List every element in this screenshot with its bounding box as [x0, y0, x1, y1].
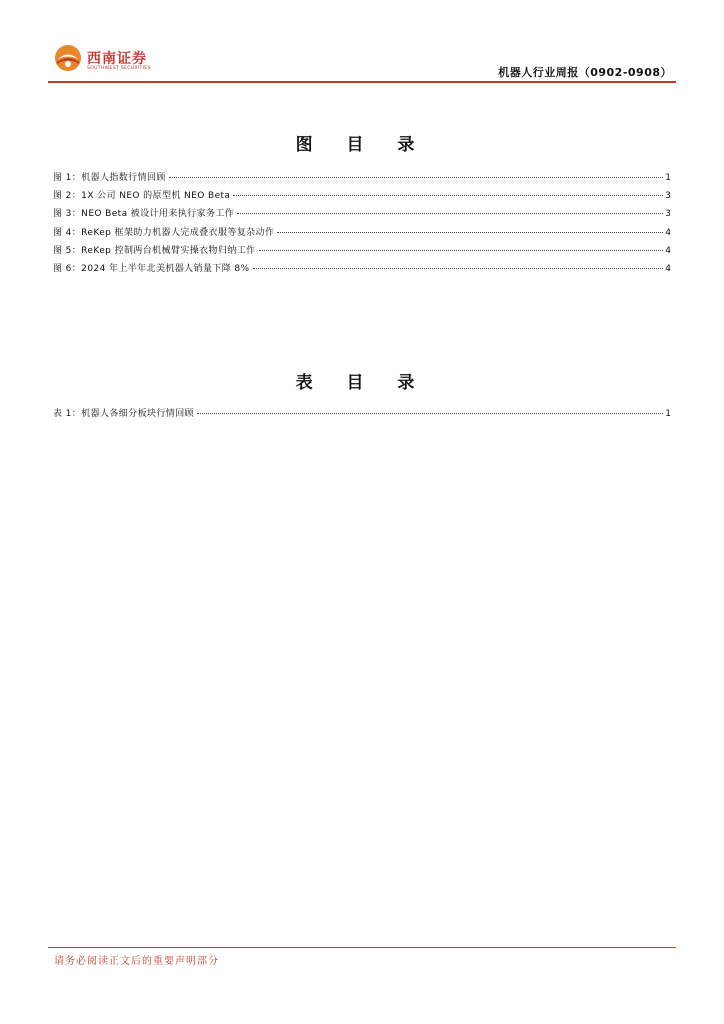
- toc-leader-dots: [233, 195, 663, 196]
- toc-entry-figure-3[interactable]: [53, 206, 671, 224]
- toc-entry-figure-6[interactable]: [53, 261, 671, 279]
- toc-leader-dots: [237, 213, 663, 214]
- toc-leader-dots: [277, 232, 663, 233]
- toc-entry-page: 1: [665, 409, 671, 419]
- toc-entry-table-1[interactable]: [53, 406, 671, 424]
- toc-entry-label: 表 1：机器人各细分板块行情回顾: [53, 409, 194, 419]
- toc-entry-page: 4: [665, 263, 671, 274]
- toc-entry-label: 图 2：1X 公司 NEO 的原型机 NEO Beta: [53, 191, 231, 202]
- tables-toc-title: 表 目 录: [295, 373, 429, 393]
- toc-entry-label: 图 3：NEO Beta 被设计用来执行家务工作: [53, 209, 235, 220]
- logo-text-en: SOUTHWEST SECURITIES: [87, 66, 151, 71]
- tables-toc-list: [53, 406, 671, 424]
- toc-leader-dots: [197, 413, 663, 414]
- toc-entry-page: 4: [665, 227, 671, 238]
- header-divider: [48, 81, 676, 83]
- toc-entry-label: 图 4：ReKep 框架助力机器人完成叠衣服等复杂动作: [53, 227, 275, 238]
- toc-entry-label: 图 1：机器人指数行情回顾: [53, 173, 166, 183]
- toc-entry-figure-1[interactable]: [53, 170, 671, 188]
- footer-divider: [48, 947, 676, 948]
- footer-disclaimer: 请务必阅读正文后的重要声明部分: [54, 956, 219, 967]
- logo-text-cn: 西南证券: [87, 51, 147, 67]
- toc-entry-page: 1: [665, 173, 671, 183]
- figures-toc-title: 图 目 录: [295, 135, 429, 155]
- toc-entry-figure-2[interactable]: [53, 188, 671, 206]
- toc-entry-label: 图 6：2024 年上半年北美机器人销量下降 8%: [53, 263, 250, 274]
- toc-entry-label: 图 5：ReKep 控制两台机械臂实操衣物归纳工作: [53, 245, 256, 256]
- toc-leader-dots: [169, 177, 663, 178]
- toc-entry-page: 3: [665, 209, 671, 220]
- toc-leader-dots: [253, 268, 664, 269]
- figures-toc-list: [53, 170, 671, 279]
- logo-emblem-icon: [54, 44, 82, 72]
- toc-entry-page: 4: [665, 245, 671, 256]
- toc-leader-dots: [259, 250, 664, 251]
- company-logo: [54, 44, 174, 76]
- report-title: 机器人行业周报（0902-0908）: [498, 66, 672, 79]
- toc-entry-figure-5[interactable]: [53, 243, 671, 261]
- toc-entry-page: 3: [665, 191, 671, 202]
- toc-entry-figure-4[interactable]: [53, 225, 671, 243]
